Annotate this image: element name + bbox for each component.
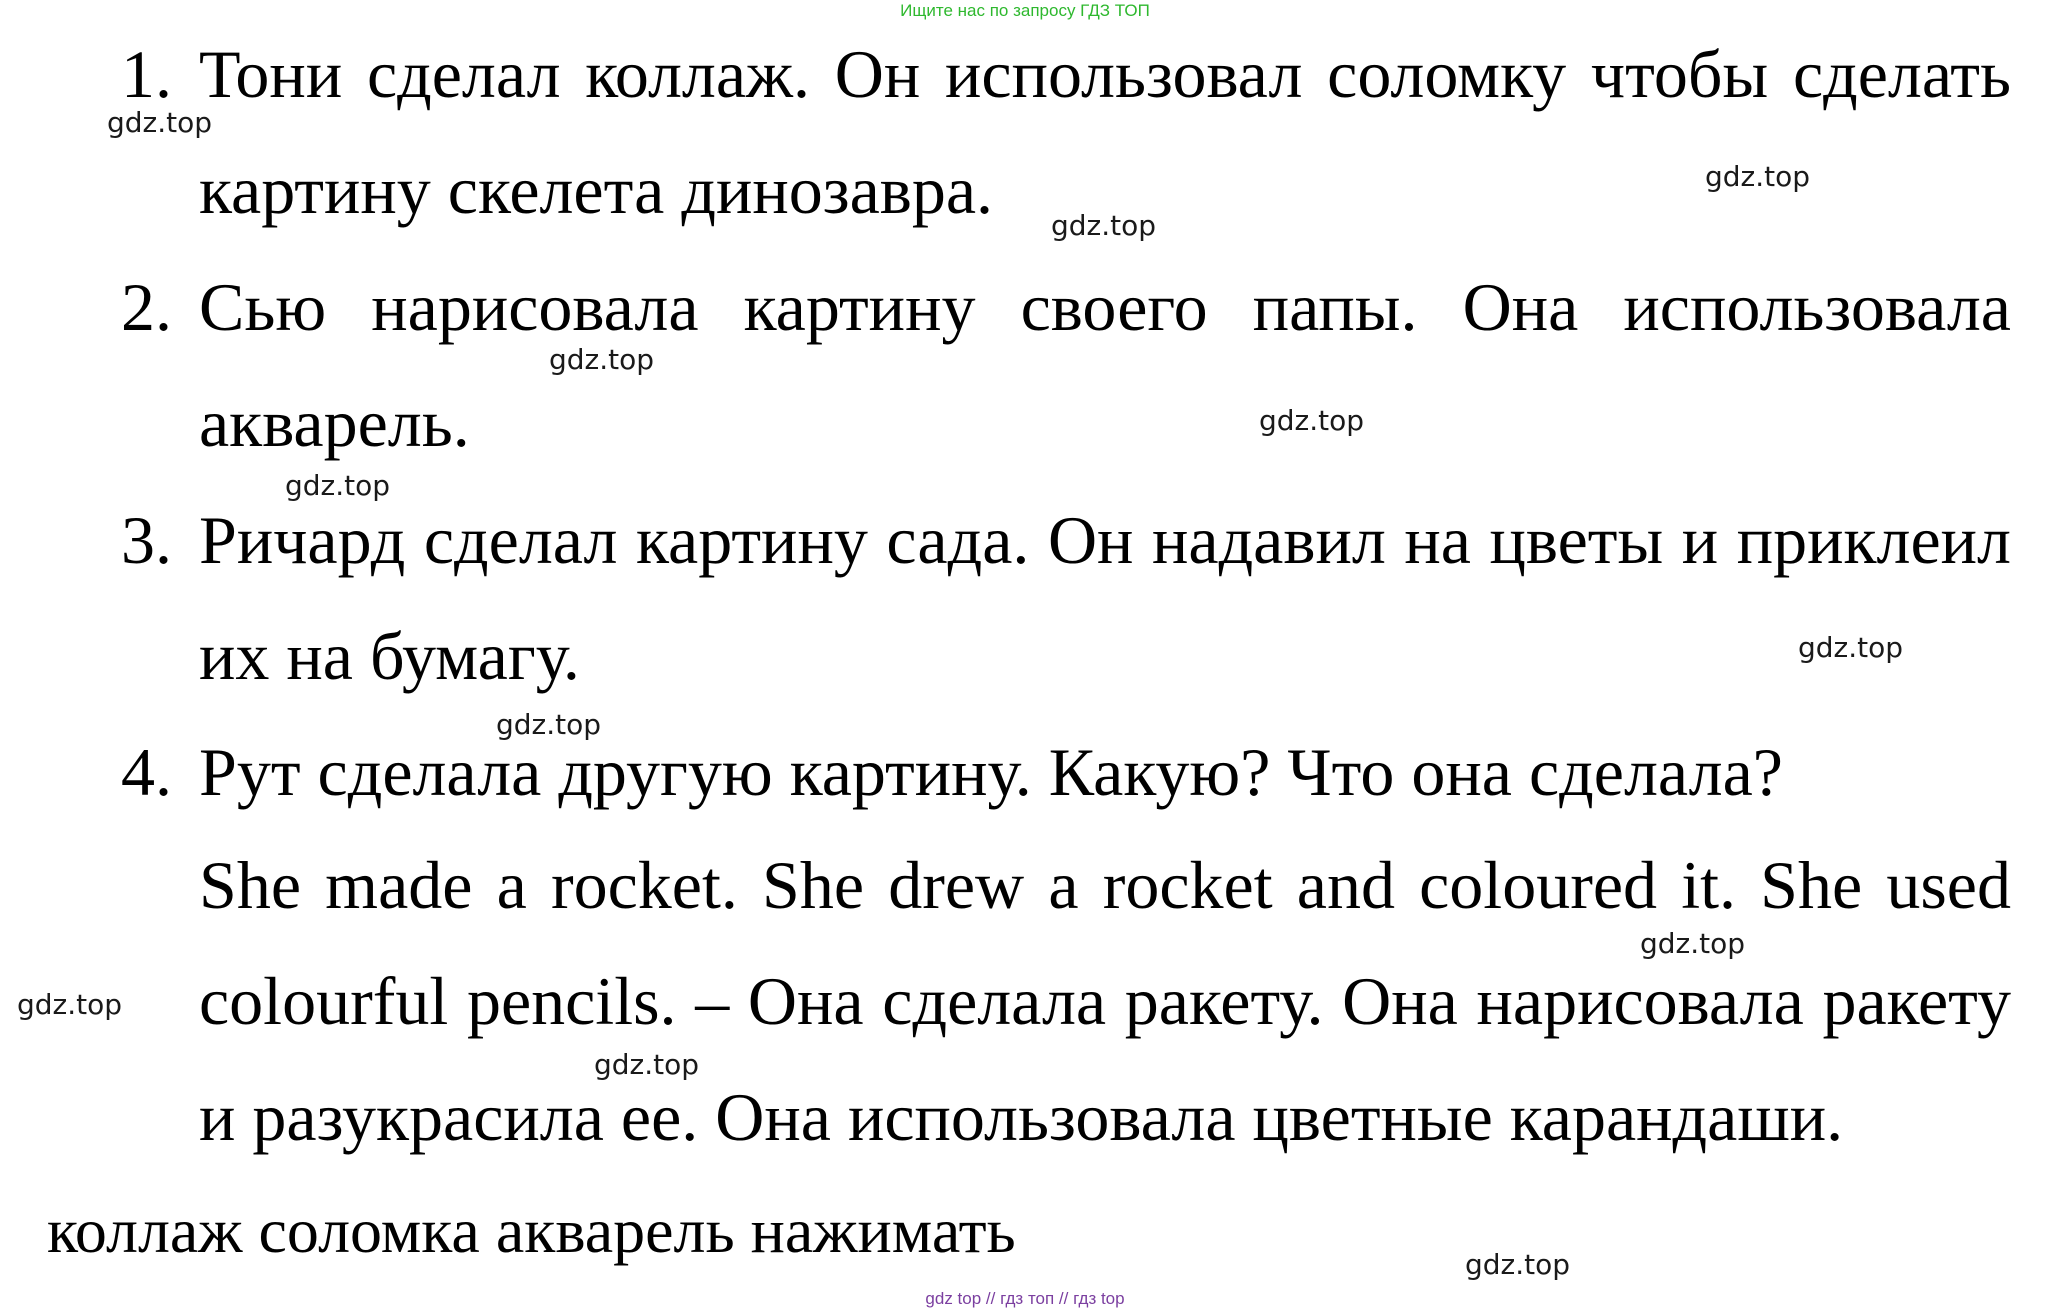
watermark: gdz.top <box>549 343 655 376</box>
watermark: gdz.top <box>1259 404 1365 437</box>
answer-text: She made a rocket. She drew a rocket and coloured it. She used colourful pencils. – Она сделала ракету. Она нарисовала ракету и разукрасила ее. Она использовала цветные карандаши. <box>199 847 2011 1155</box>
watermark: gdz.top <box>285 469 391 502</box>
watermark: gdz.top <box>1798 631 1904 664</box>
item-text: Ричард сделал картину сада. Он надавил на цветы и приклеил их на бумагу. <box>199 502 2011 694</box>
watermark: gdz.top <box>1051 209 1157 242</box>
vocabulary-words: коллаж соломка акварель нажимать <box>47 1195 1016 1266</box>
item-number: 2. <box>121 269 172 345</box>
top-banner: Ищите нас по запросу ГДЗ ТОП <box>900 1 1150 20</box>
watermark: gdz.top <box>1705 160 1811 193</box>
watermark: gdz.top <box>594 1048 700 1081</box>
watermark: gdz.top <box>107 106 213 139</box>
item-text: Тони сделал коллаж. Он использовал соломку чтобы сделать картину скелета динозавра. <box>199 36 2011 228</box>
watermark: gdz.top <box>496 708 602 741</box>
watermark: gdz.top <box>1640 927 1746 960</box>
watermark: gdz.top <box>17 988 123 1021</box>
item-number: 1. <box>121 36 172 112</box>
item-number: 3. <box>121 502 172 578</box>
item-text: Рут сделала другую картину. Какую? Что она сделала? <box>199 734 1783 810</box>
item-text: Сью нарисовала картину своего папы. Она использовала акварель. <box>199 269 2011 461</box>
item-number: 4. <box>121 734 172 810</box>
watermark: gdz.top <box>1465 1248 1571 1281</box>
footer-links: gdz top // гдз топ // гдз top <box>925 1289 1125 1308</box>
